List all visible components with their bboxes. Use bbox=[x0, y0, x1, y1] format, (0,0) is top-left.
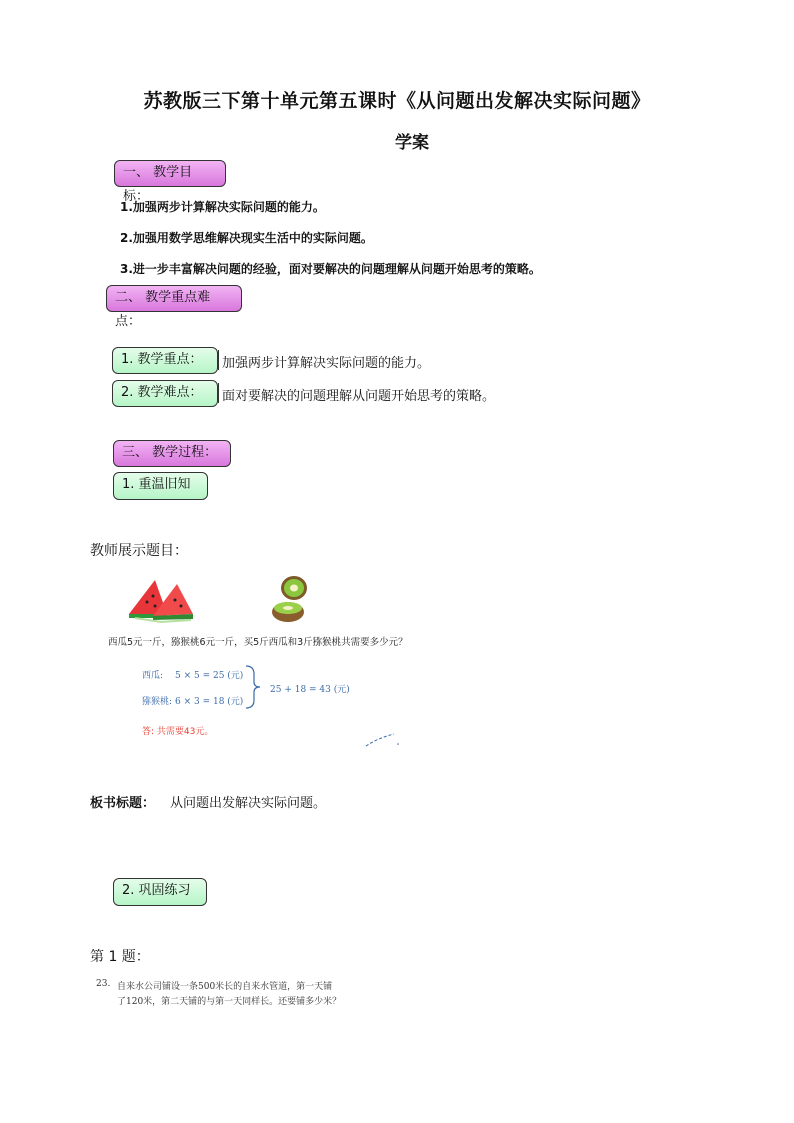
problem-line-2: 了120米，第二天铺的与第一天同样长。还要铺多少米？ bbox=[117, 997, 342, 1007]
document-subtitle: 学案 bbox=[395, 133, 429, 153]
figure-row2-label: 猕猴桃: bbox=[142, 697, 173, 707]
figure-row2-equation: 6 × 3 = 18 (元) bbox=[175, 697, 244, 707]
divider bbox=[218, 350, 219, 370]
section-objectives-label: 一、 教学目标： bbox=[114, 160, 226, 187]
watermelon-icon bbox=[125, 572, 200, 624]
problem-number: 23. bbox=[96, 979, 111, 989]
section-process-label: 三、 教学过程： bbox=[113, 440, 231, 467]
problem-line-1: 自来水公司铺设一条500米长的自来水管道，第一天铺 bbox=[117, 982, 333, 992]
difficult-point-label: 2. 教学难点： bbox=[112, 380, 218, 407]
kiwi-icon bbox=[268, 574, 314, 626]
objective-2: 2.加强用数学思维解决现实生活中的实际问题。 bbox=[120, 231, 373, 245]
board-title-text: 从问题出发解决实际问题。 bbox=[170, 796, 327, 811]
key-point-label: 1. 教学重点： bbox=[112, 347, 218, 374]
brace-icon bbox=[244, 664, 262, 710]
divider bbox=[218, 383, 219, 403]
key-point-text: 加强两步计算解决实际问题的能力。 bbox=[222, 356, 431, 371]
board-title-label: 板书标题： bbox=[90, 796, 156, 811]
figure-question: 西瓜5元一斤，猕猴桃6元一斤，买5斤西瓜和3斤猕猴桃共需要多少元？ bbox=[108, 637, 408, 648]
objective-3: 3.进一步丰富解决问题的经验，面对要解决的问题理解从问题开始思考的策略。 bbox=[120, 262, 541, 276]
dashed-arc bbox=[364, 728, 404, 748]
figure-sum-equation: 25 + 18 = 43 (元) bbox=[270, 685, 350, 695]
document-title: 苏教版三下第十单元第五课时《从问题出发解决实际问题》 bbox=[143, 90, 651, 112]
question-1-label: 第 1 题： bbox=[90, 949, 150, 965]
difficult-point-text: 面对要解决的问题理解从问题开始思考的策略。 bbox=[222, 389, 496, 404]
section-key-points-label: 二、 教学重点难点： bbox=[106, 285, 242, 312]
teacher-show-label: 教师展示题目： bbox=[90, 543, 188, 559]
figure-row1-equation: 5 × 5 = 25 (元) bbox=[175, 671, 244, 681]
objective-1: 1.加强两步计算解决实际问题的能力。 bbox=[120, 200, 325, 214]
step-review-label: 1. 重温旧知 bbox=[113, 472, 208, 500]
step-practice-label: 2. 巩固练习 bbox=[113, 878, 207, 906]
figure-answer: 答: 共需要43元。 bbox=[142, 727, 214, 737]
figure-row1-label: 西瓜: bbox=[142, 671, 164, 681]
